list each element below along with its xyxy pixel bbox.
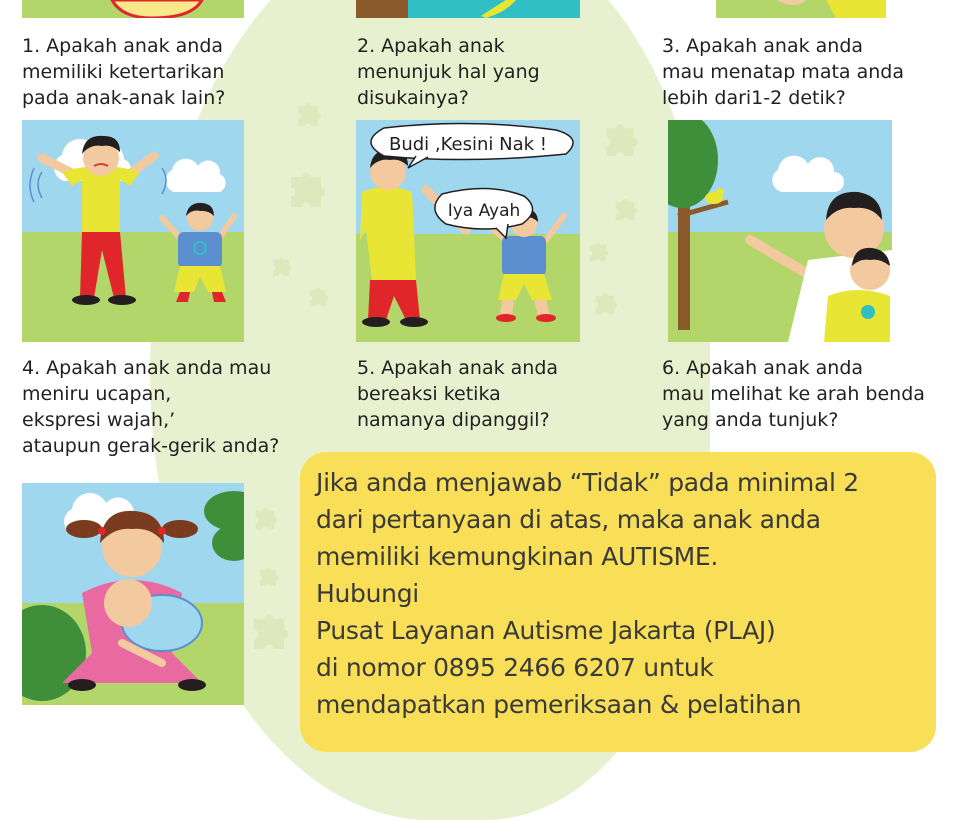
question-4-caption: 4. Apakah anak anda mau meniru ucapan, ekspresi wajah,’ ataupun gerak-gerik anda? <box>22 357 280 457</box>
panel-7-illustration <box>22 483 244 705</box>
puzzle-piece-icon <box>250 505 280 535</box>
puzzle-piece-icon <box>245 610 293 658</box>
question-1-caption: 1. Apakah anak anda memiliki ketertarikan pada anak-anak lain? <box>22 35 226 109</box>
question-6-caption: 6. Apakah anak anda mau melihat ke arah benda yang anda tunjuk? <box>662 357 925 431</box>
panel-2-illustration <box>356 0 580 18</box>
info-line: di nomor 0895 2466 6207 untuk <box>316 653 714 682</box>
puzzle-piece-icon <box>292 100 324 132</box>
info-line: Hubungi <box>316 579 419 608</box>
puzzle-piece-icon <box>282 168 330 216</box>
puzzle-piece-icon <box>268 255 294 281</box>
puzzle-piece-icon <box>305 285 331 311</box>
info-line: dari pertanyaan di atas, maka anak anda <box>316 505 821 534</box>
info-line: Pusat Layanan Autisme Jakarta (PLAJ) <box>316 616 776 645</box>
puzzle-piece-icon <box>590 290 620 320</box>
puzzle-piece-icon <box>610 196 640 226</box>
question-3-caption: 3. Apakah anak anda mau menatap mata anda lebih dari1-2 detik? <box>662 35 904 109</box>
info-line: memiliki kemungkinan AUTISME. <box>316 542 719 571</box>
puzzle-piece-icon <box>585 240 611 266</box>
child-speech-bubble: Iya Ayah <box>447 201 521 221</box>
info-line: Jika anda menjawab “Tidak” pada minimal 2 <box>316 468 859 497</box>
panel-4-illustration <box>22 120 244 342</box>
panel-5-illustration <box>356 120 580 342</box>
puzzle-piece-icon <box>598 120 642 164</box>
info-box <box>300 452 936 752</box>
panel-6-illustration <box>668 120 892 342</box>
panel-3-illustration <box>716 0 886 18</box>
puzzle-piece-icon <box>255 565 281 591</box>
info-line: mendapatkan pemeriksaan & pelatihan <box>316 690 802 719</box>
question-2-caption: 2. Apakah anak menunjuk hal yang disukainya? <box>357 35 540 109</box>
panel-1-illustration <box>22 0 244 18</box>
question-5-caption: 5. Apakah anak anda bereaksi ketika namanya dipanggil? <box>357 357 559 431</box>
father-speech-bubble: Budi ,Kesini Nak ! <box>389 134 547 155</box>
